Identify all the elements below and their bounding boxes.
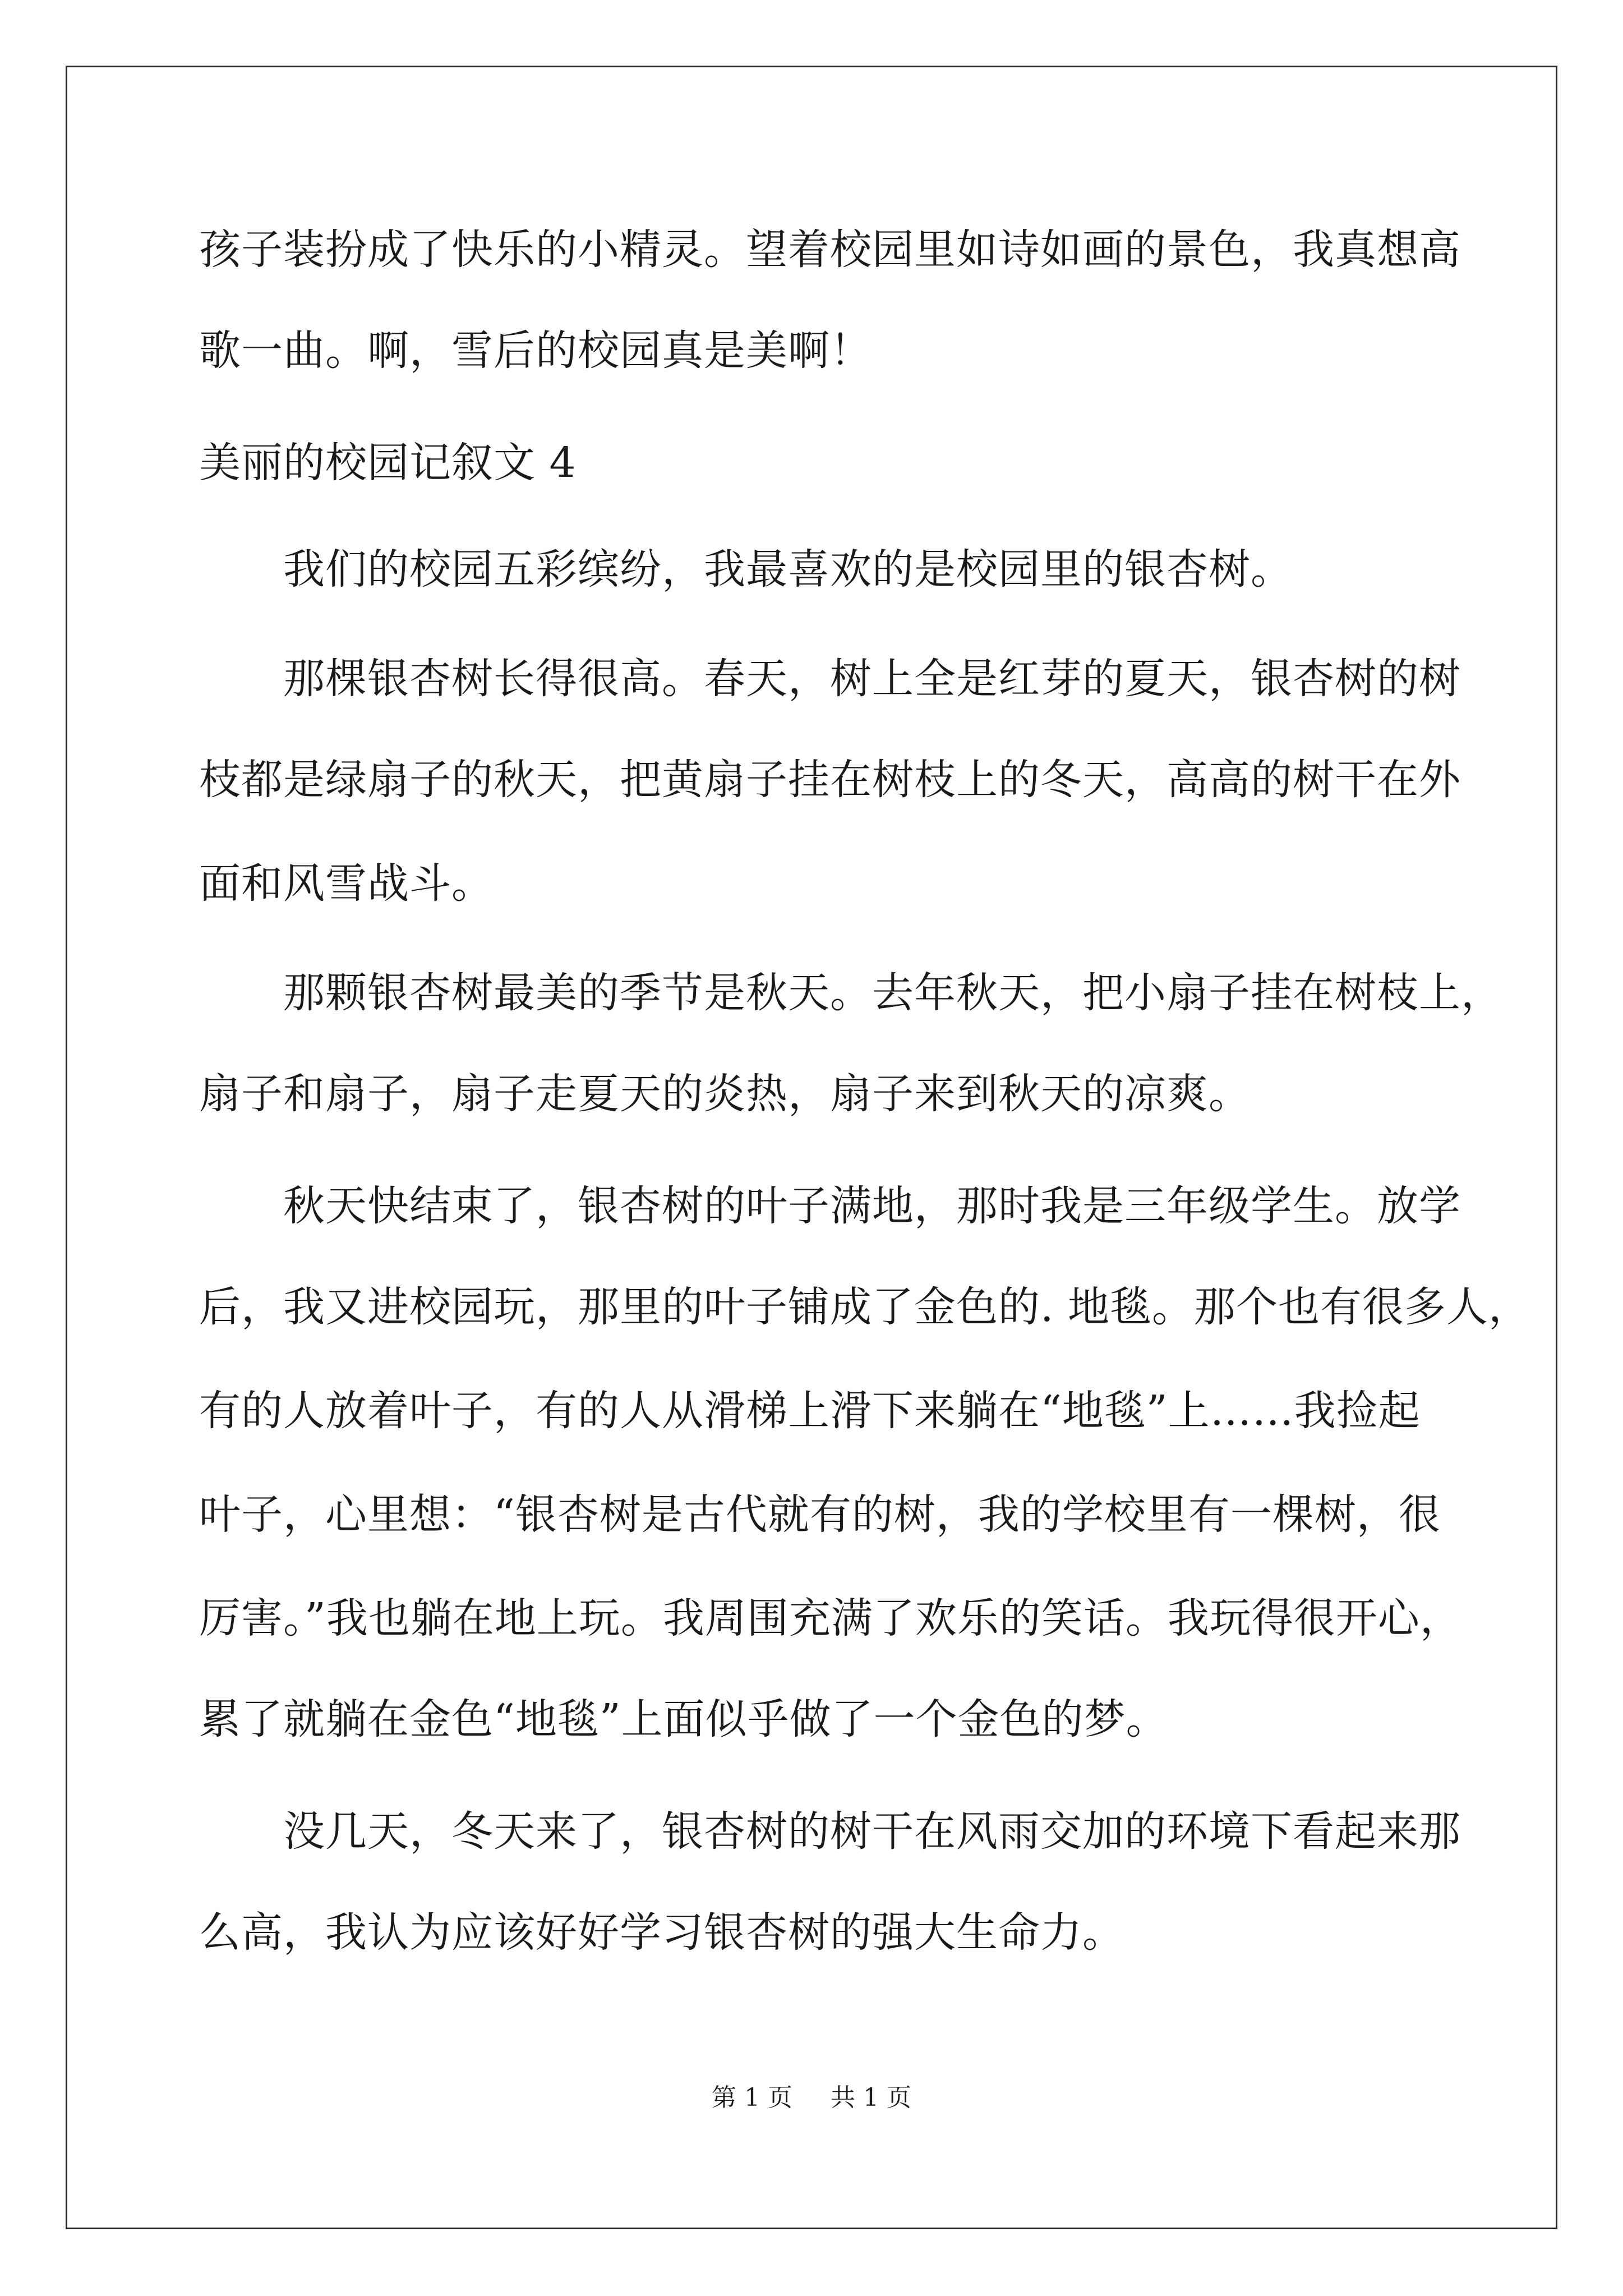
page-footer bbox=[0, 2081, 1623, 2115]
page-number-current: 第 1 页 bbox=[712, 2083, 792, 2112]
text-line: 么高，我认为应该好好学习银杏树的强大生命力。 bbox=[199, 1908, 1124, 1957]
text-line: 有的人放着叶子，有的人从滑梯上滑下来躺在“地毯”上……我捡起 bbox=[199, 1387, 1421, 1435]
text-line: 枝都是绿扇子的秋天，把黄扇子挂在树枝上的冬天，高高的树干在外 bbox=[199, 756, 1461, 804]
text-line: 厉害。”我也躺在地上玩。我周围充满了欢乐的笑话。我玩得很开心， bbox=[199, 1594, 1462, 1642]
paragraph-line: 那棵银杏树长得很高。春天，树上全是红芽的夏天，银杏树的树 bbox=[199, 655, 1461, 703]
page-border bbox=[66, 66, 1557, 2229]
paragraph-line: 没几天，冬天来了，银杏树的树干在风雨交加的环境下看起来那 bbox=[199, 1807, 1461, 1856]
text-line: 扇子和扇子，扇子走夏天的炎热，扇子来到秋天的凉爽。 bbox=[199, 1070, 1251, 1118]
page-number-total: 共 1 页 bbox=[831, 2083, 911, 2112]
text-line: 后，我又进校园玩，那里的叶子铺成了金色的. 地毯。那个也有很多人， bbox=[199, 1283, 1531, 1331]
paragraph-line: 我们的校园五彩缤纷，我最喜欢的是校园里的银杏树。 bbox=[199, 545, 1293, 593]
text-line: 叶子，心里想：“银杏树是古代就有的树，我的学校里有一棵树，很 bbox=[199, 1490, 1441, 1539]
text-line: 孩子装扮成了快乐的小精灵。望着校园里如诗如画的景色，我真想高 bbox=[199, 226, 1461, 274]
text-line: 歌一曲。啊，雪后的校园真是美啊！ bbox=[199, 326, 872, 375]
paragraph-line: 秋天快结束了，银杏树的叶子满地，那时我是三年级学生。放学 bbox=[199, 1182, 1461, 1230]
text-line: 面和风雪战斗。 bbox=[199, 859, 494, 908]
paragraph-line: 那颗银杏树最美的季节是秋天。去年秋天，把小扇子挂在树枝上， bbox=[199, 969, 1503, 1017]
section-heading: 美丽的校园记叙文 4 bbox=[199, 439, 577, 487]
text-line: 累了就躺在金色“地毯”上面似乎做了一个金色的梦。 bbox=[199, 1695, 1168, 1743]
